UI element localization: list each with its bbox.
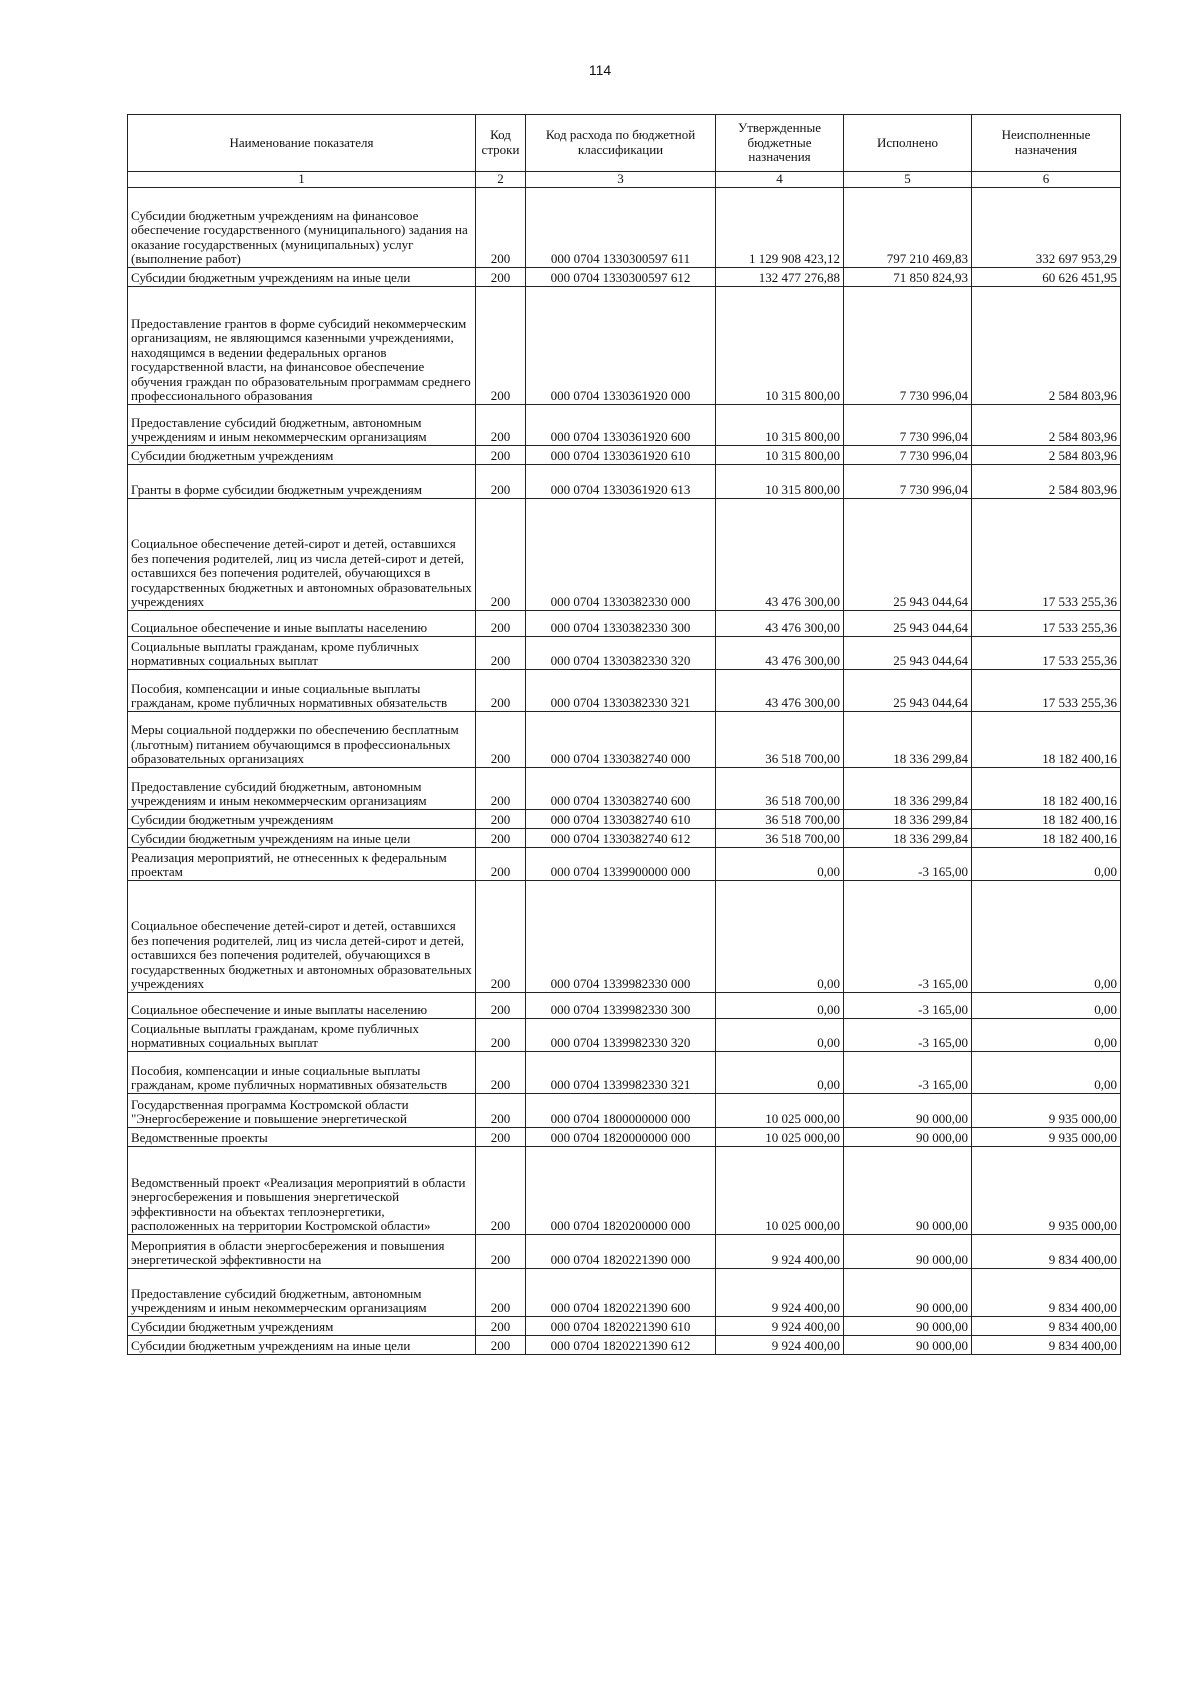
row-name: Субсидии бюджетным учреждениям на иные цели — [128, 268, 476, 287]
row-expense-code: 000 0704 1330361920 000 — [526, 287, 716, 405]
row-expense-code: 000 0704 1820221390 612 — [526, 1336, 716, 1355]
row-line-code: 200 — [476, 712, 526, 768]
row-name: Субсидии бюджетным учреждениям на иные цели — [128, 829, 476, 848]
row-name: Гранты в форме субсидии бюджетным учреждениям — [128, 465, 476, 499]
table-row — [128, 1019, 1121, 1052]
row-expense-code: 000 0704 1330361920 613 — [526, 465, 716, 499]
row-expense-code: 000 0704 1330300597 612 — [526, 268, 716, 287]
row-expense-code: 000 0704 1330382330 000 — [526, 499, 716, 611]
table-row — [128, 1269, 1121, 1317]
row-line-code: 200 — [476, 670, 526, 712]
row-line-code: 200 — [476, 637, 526, 670]
row-unexecuted: 2 584 803,96 — [972, 405, 1121, 446]
row-approved: 43 476 300,00 — [716, 637, 844, 670]
row-line-code: 200 — [476, 829, 526, 848]
row-expense-code: 000 0704 1800000000 000 — [526, 1094, 716, 1128]
row-executed: 90 000,00 — [844, 1336, 972, 1355]
table-row — [128, 1336, 1121, 1355]
row-name: Субсидии бюджетным учреждениям — [128, 1317, 476, 1336]
row-unexecuted: 17 533 255,36 — [972, 499, 1121, 611]
row-executed: 90 000,00 — [844, 1317, 972, 1336]
row-unexecuted: 9 834 400,00 — [972, 1269, 1121, 1317]
row-approved: 0,00 — [716, 1052, 844, 1094]
row-executed: 7 730 996,04 — [844, 446, 972, 465]
table-row — [128, 810, 1121, 829]
table-row — [128, 637, 1121, 670]
row-name: Социальное обеспечение и иные выплаты населению — [128, 611, 476, 637]
row-executed: -3 165,00 — [844, 993, 972, 1019]
row-unexecuted: 2 584 803,96 — [972, 465, 1121, 499]
row-name: Меры социальной поддержки по обеспечению бесплатным (льготным) питанием обучающимся в профессиональных образовательных организациях — [128, 712, 476, 768]
row-expense-code: 000 0704 1330361920 600 — [526, 405, 716, 446]
row-executed: -3 165,00 — [844, 848, 972, 881]
table-row — [128, 1128, 1121, 1147]
row-expense-code: 000 0704 1330382740 610 — [526, 810, 716, 829]
row-approved: 36 518 700,00 — [716, 768, 844, 810]
row-executed: 25 943 044,64 — [844, 637, 972, 670]
row-expense-code: 000 0704 1330382330 321 — [526, 670, 716, 712]
row-line-code: 200 — [476, 1052, 526, 1094]
row-expense-code: 000 0704 1330382740 000 — [526, 712, 716, 768]
row-executed: 90 000,00 — [844, 1269, 972, 1317]
row-line-code: 200 — [476, 499, 526, 611]
row-approved: 36 518 700,00 — [716, 712, 844, 768]
row-line-code: 200 — [476, 1269, 526, 1317]
row-line-code: 200 — [476, 1317, 526, 1336]
header-line-code: Код строки — [476, 115, 526, 172]
row-line-code: 200 — [476, 1235, 526, 1269]
row-expense-code: 000 0704 1330382740 612 — [526, 829, 716, 848]
table-row — [128, 611, 1121, 637]
row-unexecuted: 0,00 — [972, 848, 1121, 881]
row-unexecuted: 17 533 255,36 — [972, 611, 1121, 637]
header-name: Наименование показателя — [128, 115, 476, 172]
row-unexecuted: 18 182 400,16 — [972, 829, 1121, 848]
row-approved: 43 476 300,00 — [716, 670, 844, 712]
row-approved: 10 315 800,00 — [716, 287, 844, 405]
row-executed: 25 943 044,64 — [844, 499, 972, 611]
row-executed: 18 336 299,84 — [844, 768, 972, 810]
row-line-code: 200 — [476, 465, 526, 499]
budget-table — [127, 114, 1121, 1355]
column-number: 5 — [844, 172, 972, 188]
row-name: Предоставление субсидий бюджетным, автономным учреждениям и иным некоммерческим организациям — [128, 1269, 476, 1317]
row-approved: 43 476 300,00 — [716, 611, 844, 637]
row-unexecuted: 332 697 953,29 — [972, 188, 1121, 268]
row-approved: 9 924 400,00 — [716, 1336, 844, 1355]
row-name: Социальное обеспечение детей-сирот и детей, оставшихся без попечения родителей, лиц из числа детей-сирот и детей, оставшихся без попечения родителей, обучающихся в государственных бюджетных и автономных образовательных учреждениях — [128, 499, 476, 611]
column-number: 6 — [972, 172, 1121, 188]
row-line-code: 200 — [476, 1336, 526, 1355]
table-row — [128, 287, 1121, 405]
row-expense-code: 000 0704 1339900000 000 — [526, 848, 716, 881]
row-name: Предоставление субсидий бюджетным, автономным учреждениям и иным некоммерческим организациям — [128, 768, 476, 810]
row-unexecuted: 0,00 — [972, 1019, 1121, 1052]
row-approved: 1 129 908 423,12 — [716, 188, 844, 268]
row-executed: 90 000,00 — [844, 1094, 972, 1128]
row-expense-code: 000 0704 1339982330 000 — [526, 881, 716, 993]
table-row — [128, 1147, 1121, 1235]
row-line-code: 200 — [476, 881, 526, 993]
row-unexecuted: 17 533 255,36 — [972, 670, 1121, 712]
row-unexecuted: 2 584 803,96 — [972, 287, 1121, 405]
row-approved: 0,00 — [716, 993, 844, 1019]
row-approved: 132 477 276,88 — [716, 268, 844, 287]
table-row — [128, 1094, 1121, 1128]
row-executed: 7 730 996,04 — [844, 465, 972, 499]
table-header — [128, 115, 1121, 188]
row-line-code: 200 — [476, 848, 526, 881]
column-number: 3 — [526, 172, 716, 188]
row-name: Ведомственные проекты — [128, 1128, 476, 1147]
row-line-code: 200 — [476, 993, 526, 1019]
table-row — [128, 829, 1121, 848]
row-line-code: 200 — [476, 611, 526, 637]
row-expense-code: 000 0704 1339982330 320 — [526, 1019, 716, 1052]
row-line-code: 200 — [476, 1128, 526, 1147]
row-executed: 71 850 824,93 — [844, 268, 972, 287]
table-row — [128, 1235, 1121, 1269]
row-approved: 43 476 300,00 — [716, 499, 844, 611]
table-row — [128, 405, 1121, 446]
header-expense-code: Код расхода по бюджетной классификации — [526, 115, 716, 172]
row-expense-code: 000 0704 1339982330 321 — [526, 1052, 716, 1094]
row-approved: 36 518 700,00 — [716, 829, 844, 848]
row-name: Социальное обеспечение и иные выплаты населению — [128, 993, 476, 1019]
row-name: Предоставление субсидий бюджетным, автономным учреждениям и иным некоммерческим организациям — [128, 405, 476, 446]
row-unexecuted: 0,00 — [972, 993, 1121, 1019]
row-name: Субсидии бюджетным учреждениям — [128, 446, 476, 465]
row-executed: 90 000,00 — [844, 1147, 972, 1235]
row-line-code: 200 — [476, 1019, 526, 1052]
row-unexecuted: 9 935 000,00 — [972, 1094, 1121, 1128]
column-number: 2 — [476, 172, 526, 188]
row-expense-code: 000 0704 1330382740 600 — [526, 768, 716, 810]
row-approved: 0,00 — [716, 848, 844, 881]
table-body — [128, 188, 1121, 1355]
row-line-code: 200 — [476, 405, 526, 446]
row-approved: 10 315 800,00 — [716, 465, 844, 499]
row-name: Пособия, компенсации и иные социальные выплаты гражданам, кроме публичных нормативных обязательств — [128, 670, 476, 712]
row-expense-code: 000 0704 1820000000 000 — [526, 1128, 716, 1147]
table-row — [128, 499, 1121, 611]
row-name: Государственная программа Костромской области "Энергосбережение и повышение энергетической — [128, 1094, 476, 1128]
column-number: 1 — [128, 172, 476, 188]
table-row — [128, 993, 1121, 1019]
row-unexecuted: 9 834 400,00 — [972, 1336, 1121, 1355]
row-approved: 10 025 000,00 — [716, 1094, 844, 1128]
row-expense-code: 000 0704 1330300597 611 — [526, 188, 716, 268]
row-executed: 90 000,00 — [844, 1128, 972, 1147]
row-executed: 797 210 469,83 — [844, 188, 972, 268]
row-unexecuted: 60 626 451,95 — [972, 268, 1121, 287]
row-executed: -3 165,00 — [844, 1019, 972, 1052]
row-unexecuted: 18 182 400,16 — [972, 712, 1121, 768]
row-name: Субсидии бюджетным учреждениям на иные цели — [128, 1336, 476, 1355]
table-row — [128, 1052, 1121, 1094]
row-expense-code: 000 0704 1330382330 320 — [526, 637, 716, 670]
row-executed: 18 336 299,84 — [844, 712, 972, 768]
row-executed: -3 165,00 — [844, 1052, 972, 1094]
table-row — [128, 268, 1121, 287]
row-approved: 10 025 000,00 — [716, 1147, 844, 1235]
row-executed: 18 336 299,84 — [844, 810, 972, 829]
row-unexecuted: 9 935 000,00 — [972, 1128, 1121, 1147]
row-unexecuted: 0,00 — [972, 881, 1121, 993]
header-approved: Утвержденные бюджетные назначения — [716, 115, 844, 172]
table-row — [128, 881, 1121, 993]
row-name: Предоставление грантов в форме субсидий некоммерческим организациям, не являющимся казенными учреждениями, находящимся в ведении федеральных органов государственной власти, на финансовое обеспечение обучения граждан по образовательным программам среднего профессионального образования — [128, 287, 476, 405]
row-line-code: 200 — [476, 188, 526, 268]
row-expense-code: 000 0704 1820200000 000 — [526, 1147, 716, 1235]
header-executed: Исполнено — [844, 115, 972, 172]
row-name: Социальное обеспечение детей-сирот и детей, оставшихся без попечения родителей, лиц из числа детей-сирот и детей, оставшихся без попечения родителей, обучающихся в государственных бюджетных и автономных образовательных учреждениях — [128, 881, 476, 993]
column-number: 4 — [716, 172, 844, 188]
row-name: Социальные выплаты гражданам, кроме публичных нормативных социальных выплат — [128, 637, 476, 670]
row-unexecuted: 9 834 400,00 — [972, 1317, 1121, 1336]
page-number: 114 — [588, 62, 612, 78]
row-executed: 90 000,00 — [844, 1235, 972, 1269]
table-row — [128, 670, 1121, 712]
row-executed: 18 336 299,84 — [844, 829, 972, 848]
row-line-code: 200 — [476, 268, 526, 287]
row-name: Социальные выплаты гражданам, кроме публичных нормативных социальных выплат — [128, 1019, 476, 1052]
row-unexecuted: 18 182 400,16 — [972, 810, 1121, 829]
table-row — [128, 768, 1121, 810]
table-row — [128, 465, 1121, 499]
row-executed: 25 943 044,64 — [844, 611, 972, 637]
row-executed: 7 730 996,04 — [844, 405, 972, 446]
row-name: Мероприятия в области энергосбережения и повышения энергетической эффективности на — [128, 1235, 476, 1269]
row-name: Пособия, компенсации и иные социальные выплаты гражданам, кроме публичных нормативных обязательств — [128, 1052, 476, 1094]
row-line-code: 200 — [476, 768, 526, 810]
row-expense-code: 000 0704 1330361920 610 — [526, 446, 716, 465]
row-approved: 10 315 800,00 — [716, 405, 844, 446]
row-unexecuted: 0,00 — [972, 1052, 1121, 1094]
row-unexecuted: 9 834 400,00 — [972, 1235, 1121, 1269]
table-row — [128, 446, 1121, 465]
row-executed: 7 730 996,04 — [844, 287, 972, 405]
row-unexecuted: 2 584 803,96 — [972, 446, 1121, 465]
row-line-code: 200 — [476, 287, 526, 405]
row-approved: 9 924 400,00 — [716, 1235, 844, 1269]
header-unexecuted: Неисполненные назначения — [972, 115, 1121, 172]
row-expense-code: 000 0704 1820221390 610 — [526, 1317, 716, 1336]
table-row — [128, 848, 1121, 881]
row-line-code: 200 — [476, 1147, 526, 1235]
row-name: Реализация мероприятий, не отнесенных к федеральным проектам — [128, 848, 476, 881]
row-approved: 36 518 700,00 — [716, 810, 844, 829]
row-approved: 9 924 400,00 — [716, 1269, 844, 1317]
row-approved: 0,00 — [716, 881, 844, 993]
table-row — [128, 1317, 1121, 1336]
table-row — [128, 712, 1121, 768]
table-row — [128, 188, 1121, 268]
row-executed: 25 943 044,64 — [844, 670, 972, 712]
row-line-code: 200 — [476, 446, 526, 465]
row-expense-code: 000 0704 1820221390 600 — [526, 1269, 716, 1317]
row-approved: 9 924 400,00 — [716, 1317, 844, 1336]
row-approved: 0,00 — [716, 1019, 844, 1052]
row-name: Субсидии бюджетным учреждениям — [128, 810, 476, 829]
row-expense-code: 000 0704 1820221390 000 — [526, 1235, 716, 1269]
row-expense-code: 000 0704 1330382330 300 — [526, 611, 716, 637]
row-approved: 10 315 800,00 — [716, 446, 844, 465]
row-executed: -3 165,00 — [844, 881, 972, 993]
row-unexecuted: 17 533 255,36 — [972, 637, 1121, 670]
row-expense-code: 000 0704 1339982330 300 — [526, 993, 716, 1019]
row-line-code: 200 — [476, 1094, 526, 1128]
row-name: Субсидии бюджетным учреждениям на финансовое обеспечение государственного (муниципального) задания на оказание государственных (муниципальных) услуг (выполнение работ) — [128, 188, 476, 268]
row-line-code: 200 — [476, 810, 526, 829]
row-unexecuted: 9 935 000,00 — [972, 1147, 1121, 1235]
row-approved: 10 025 000,00 — [716, 1128, 844, 1147]
row-name: Ведомственный проект «Реализация мероприятий в области энергосбережения и повышения энергетической эффективности на объектах теплоэнергетики, расположенных на территории Костромской области» — [128, 1147, 476, 1235]
row-unexecuted: 18 182 400,16 — [972, 768, 1121, 810]
